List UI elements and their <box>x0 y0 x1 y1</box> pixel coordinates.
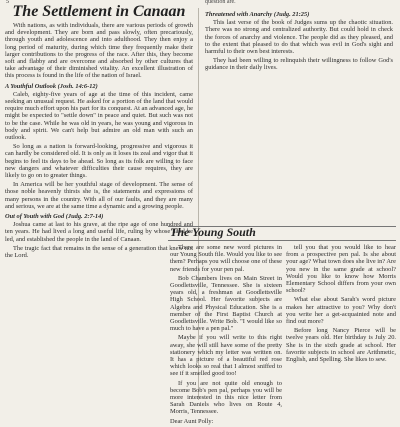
young-south-column-2 <box>286 244 396 365</box>
subheading-youthful-outlook: A Youthful Outlook (Josh. 14:6-12) <box>5 82 98 90</box>
paragraph: So long as a nation is forward-looking, progressive and vigorous it can hardly be considered old. It is only as it loses its zeal and vigor that it begins to feel its days to be ahead. So long as its folk are willing to face new dangers and whatever difficulties their cause requires, they are likely to go on to greater things. <box>5 143 193 180</box>
paragraph: What else about Sarah's word picture makes her attractive to you? Why don't you write her a get-acquainted note and find out more? <box>286 296 396 326</box>
paragraph: Maybe if you will write to this right away, she will still have some of the pretty stationery which my letter was written on. It has a picture of a beautiful red rose which looks so real that I almost sniffed to see if it smelled good too! <box>170 334 282 378</box>
running-head: question are. <box>205 0 236 5</box>
article-title: The Settlement in Canaan <box>12 3 186 20</box>
paragraph: In America will be her youthful stage of development. The sense of those noble heavenly thirsts she is, the statements and expressions of many persons in the country. With all of our faults, and they are many and serious, we are at the same time a dynamic and a growing people. <box>5 181 193 210</box>
paragraph: Bob Chambers lives on Main Street in Goodlettsville, Tennessee. She is sixteen years old, a freshman at Goodlettsville High School. Her favorite subjects are Algebra and Physical Education. She is a member of the First Baptist Church at Goodlettsville. Write Bob. "I would like so much to have a pen pal." <box>170 274 282 333</box>
right-column-top <box>205 8 393 74</box>
paragraph: There are some new word pictures in our Young South file. Would you like to see them? Perhaps you will choose one of these new friends for your pen pal. <box>170 244 282 273</box>
left-column <box>5 22 193 261</box>
paragraph: Before long Nancy Pierce will be twelve years old. Her birthday is July 20. She is in the sixth grade at school. Her favorite subjects in school are Arithmetic, English, and Spelling. She likes to sew. <box>286 327 396 364</box>
intro-paragraph: With nations, as with individuals, there are various periods of growth and development. They are born and pass slowly, often precariously, through youth and adolescence and into adulthood. They then enjoy a long period of maturity, during which time they frequently make their larger contributions to the progress of the race. After this, they become soft and flabby and are overcome and absorbed by other cultures that take advantage of their diminished vitality. An excellent illustration of this process is found in the life of the nation of Israel. <box>5 22 193 80</box>
paragraph: This last verse of the book of Judges sums up the chaotic situation. There was no strong and centralized authority. But could hold in check the forces of anarchy and violence. The people did as they pleased, and to the extent that pleased to do that which was evil in God's sight and harmful to their own best interests. <box>205 19 393 56</box>
subheading-anarchy: Threatened with Anarchy (Judg. 21:25) <box>205 11 310 18</box>
subheading-out-of-youth: Out of Youth with God (Judg. 2:7-14) <box>5 213 104 221</box>
young-south-title: The Young South <box>170 225 256 239</box>
young-south-column-1 <box>170 244 282 427</box>
paragraph: Caleb, eighty-five years of age at the time of this incident, came seeking an unusual request. He asked for a portion of the land that would require much effort upon his part for its conquest. At an advanced age, he might be expected to "settle down" in peace and quiet. But such was not to be the case. While he was old in years, he was young and vigorous in body and spirit. We can't help but admire an old man with such an outlook. <box>5 90 193 142</box>
letter-greeting: Dear Aunt Polly: <box>170 417 214 425</box>
page-number: 5 <box>6 0 9 5</box>
paragraph: They had been willing to relinquish their willingness to follow God's guidance in their daily lives. <box>205 57 393 72</box>
paragraph: Joshua came at last to his grave, at the ripe age of one hundred and ten years. He had lived a long and useful life, ruling by whose hand he led, and established the people in the land of Canaan. <box>5 221 193 243</box>
paragraph: If you are not quite old enough to become Bob's pen pal, perhaps you will be more interested in this nice letter from Sarah Daniels who lives on Route 4, Morris, Tennessee. <box>170 379 282 416</box>
paragraph: The tragic fact that remains in the sense of a generation that knew not the Lord. <box>5 244 193 260</box>
paragraph: tell you that you would like to hear from a prospective pen pal. Is she about your age? What town does she live in? Are you new in the same grade at school? Would you like to know how Morris Elementary School differs from your own school? <box>286 244 396 295</box>
